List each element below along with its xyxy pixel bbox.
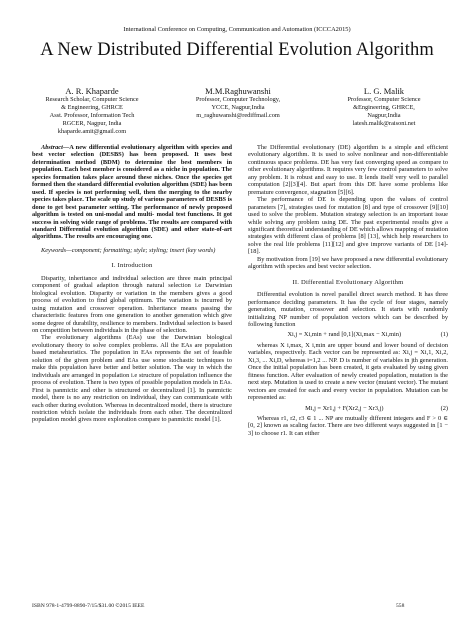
body-paragraph: whereas X i,max, X i,min are upper bound and lower bound of decision variables, respectively. Each vector can be represented as: Xi,j = Xi,1, Xi,2, Xi,3, ... Xi,D, whereas i=1,2 ... NP. D is number of variables in jth generation. Once the initial population has been created, it gets evaluated by using given fitness function. After evaluation of newly created population, mutation is the next step. Mutation is used to create a new vector (mutant vector). The mutant vectors are created for each and every vector in population. Mutation can be represented as: (248, 341, 448, 402)
equation-2-text: Mi,j = Xr1,j + F(Xr2,j − Xr3,j) (305, 404, 384, 412)
body-paragraph: Differential evolution is novel parallel direct search method. It has three performance deciding parameters. It has the cycle of four stages, namely generation, mutation, crossover and selection. It starts with randomly initializing NP number of population vectors which can be described by following function (248, 291, 448, 328)
author-name: L. G. Malik (363, 86, 405, 96)
equation-2 (248, 405, 448, 412)
author-affiliation-line: & Engineering, GHRCE (61, 103, 123, 111)
author-affiliation-line: Research Scholar, Computer Science (45, 96, 139, 103)
body-paragraph: By motivation from [19] we have proposed a new differential evolutionary algorithm with species and best vector selection. (248, 255, 448, 271)
abstract-text: A new differential evolutionary algorithm with species and best vector selection (DESBS) has been proposed. It uses best determination method (BDM) to determine the best members in population. Each best member is considered as a niche in population. The species formation takes place around these niches. Once the species get formed then the standard differential evolution algorithm (SDE) has been used. If species is not performing well, then the merging to the nearby species takes place. The scale up study of various parameters of DESBS is done to get best parameter setting. The performance of newly proposed algorithm is tested on uni-modal and multi- modal test functions. It got success in solving wide range of problems. The results are compared with standard Differential evolution algorithm (SDE) and other state-of-art algorithms. The results are encouraging one. (32, 144, 232, 241)
author-block-1 (32, 86, 152, 136)
author-affiliation-line: &Engineering, GHRCE, (353, 103, 415, 111)
body-paragraph: The Differential evolutionary (DE) algorithm is a simple and efficient evolutionary algorithm. It is used to solve nonlinear and non-differentiable continuous space problems. DE has very fast converging speed as compare to other evolutionary algorithms. It requires very few control parameters to solve any problem. It is robust and easy to use. It lends itself very well to parallel computation [2][3][4]. But apart from this DE have some problems like premature convergence, stagnation [5][6]. (248, 144, 448, 196)
intro-paragraph: The evolutionary algorithms (EAs) use the Darwinian biological evolutionary theory to solve complex problems. All the EAs are population based metaheuristics. The population in EAs represents the set of feasible solution of the given problem and EAs use some stochastic techniques to make this population have better and better solution. The way in which the individuals are arranged in population i.e structure of population influence the process of evolution. There is two types of possible population models in EAs. First is panmictic and other is structured or decentralized [1]. In panmictic model, there is no any restriction on individual, they can communicate with each other during evolution. Whereas in decentralized model, there is structure restriction which isolate the individuals from each other. The decentralized population model gives more exploration compare to panmictic model [1]. (32, 334, 232, 424)
equation-1-text: Xi,j = Xi,min + rand [0,1](Xi,max − Xi,min) (287, 331, 402, 339)
author-email: latesh.malik@raisoni.net (352, 119, 416, 127)
body-paragraph: The performance of DE is depending upon the values of control parameters [7], strategies used for mutation [8] and type of crossover [9][10] used to solve the problem. Mutation strategy selection is an important issue while solving any problem using DE. The past experimental results give a significant theoretical understanding of DE which allows mapping of mutation strategies with different class of problems [8] [13], which help researchers to solve the real life problems [11][12] and give improve variants of DE [14]-[18]. (248, 196, 448, 256)
conference-header: International Conference on Computing, Communication and Automation (ICCCA2015) (123, 26, 351, 33)
keywords-label: Keywords— (41, 246, 72, 254)
author-name: A. R. Khaparde (65, 86, 119, 96)
page-number: 558 (396, 603, 405, 609)
author-affiliation-line: RGCER, Nagpur, India (62, 119, 122, 127)
author-name: M.M.Raghuwanshi (205, 86, 271, 96)
author-block-3 (322, 86, 446, 128)
equation-2-number: (2) (440, 404, 448, 412)
abstract-label: Abstract— (41, 144, 70, 151)
equation-1 (248, 331, 448, 338)
paper-title: A New Distributed Differential Evolution Algorithm (40, 40, 434, 60)
left-column (32, 144, 232, 424)
intro-paragraph: Disparity, inheritance and individual selection are three main principal component of gradual adaption through natural selection i.e Darwinian biological evolution. Disparity or variation in the members gives a good process of evolution to find global optimum. The variation is incurred by using mutation and crossover operation. Inheritance means passing the characteristic features from one generation to another generation which give some degree of durability, resilience to members. Individual selection is based on competition between individuals in the phase of selection. (32, 274, 232, 334)
author-affiliation-line: Professor, Computer Technology, (195, 96, 281, 103)
author-email: m_raghuwanshi@rediffmail.com (196, 111, 280, 119)
body-paragraph: Whereas r1, r2, r3 ∈ 1 ... NP are mutually different integers and F > 0 ∈ [0, 2] known as scaling factor. There are two different ways suggested in [1 − 3] to choose r1. It can either (248, 414, 448, 437)
section-heading-de: II. Differential Evolutionary Algorithm (292, 278, 404, 286)
abstract (32, 144, 232, 241)
keywords (32, 247, 232, 254)
author-affiliation-line: Nagpur,India (367, 111, 401, 119)
footer-isbn: ISBN 978-1-4799-8890-7/15/$31.00 ©2015 IEEE (32, 603, 145, 609)
right-column (248, 144, 448, 437)
section-heading-introduction: I. Introduction (111, 262, 153, 270)
author-affiliation-line: YCCE, Nagpur,India (211, 103, 265, 111)
author-affiliation-line: Asst. Professor, Information Tech (49, 111, 135, 119)
author-block-2 (172, 86, 304, 120)
equation-1-number: (1) (440, 331, 448, 339)
author-email: khaparde.amit@gmail.com (57, 127, 127, 135)
keywords-text: component; formatting; style; styling; insert (key words) (71, 246, 216, 254)
author-affiliation-line: Professor, Computer Science (347, 96, 421, 103)
